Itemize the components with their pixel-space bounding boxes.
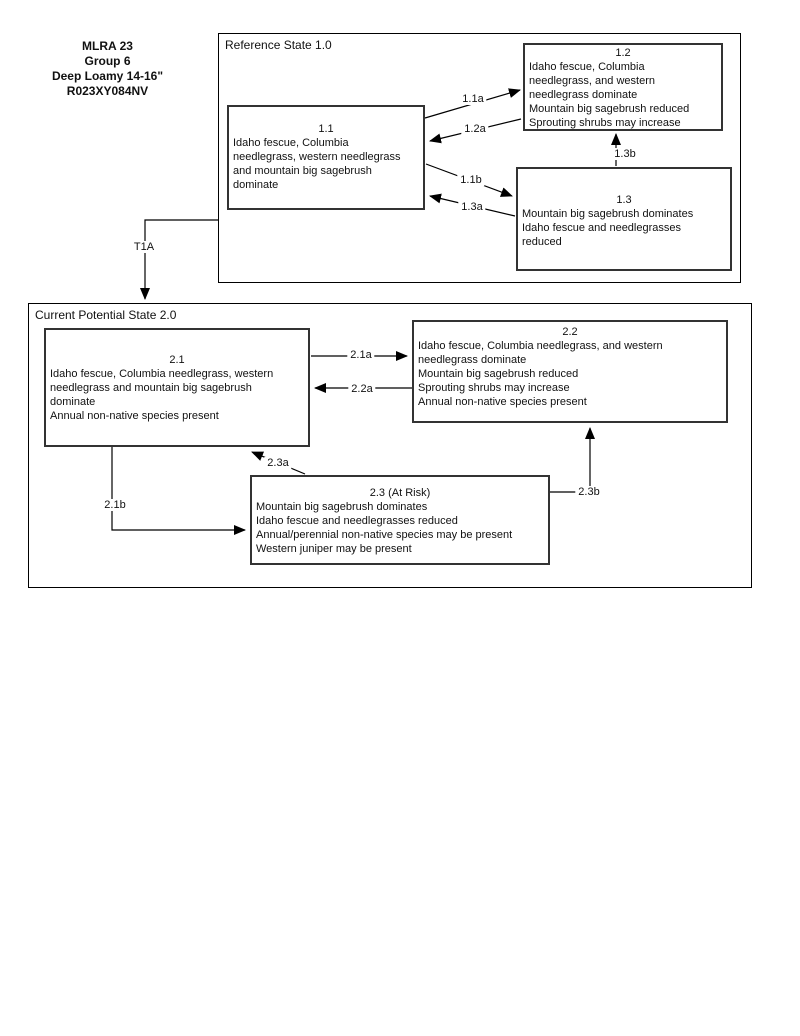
community-text-line: Annual non-native species present (50, 410, 219, 422)
community-text-line: needlegrass, western needlegrass (233, 151, 401, 163)
community-text-line: Idaho fescue, Columbia (529, 61, 645, 73)
community-text-line: dominate (233, 179, 279, 191)
pathway-label-2-3a: 2.3a (264, 457, 291, 469)
transition-label-t1a: T1A (131, 241, 157, 253)
community-text-line: Idaho fescue, Columbia (233, 137, 349, 149)
header-line-group: Group 6 (84, 54, 131, 68)
state-label-current-potential: Current Potential State 2.0 (35, 308, 177, 322)
community-box-2-3 (250, 475, 550, 565)
community-text-line: Idaho fescue and needlegrasses (522, 222, 682, 234)
pathway-label-2-3b: 2.3b (575, 486, 602, 498)
community-text-line: reduced (522, 236, 562, 248)
header-line-site: Deep Loamy 14-16" (51, 69, 164, 83)
community-text-line: Mountain big sagebrush reduced (418, 368, 579, 380)
transition-arrow-t1a (145, 220, 218, 299)
community-text-line: needlegrass dominate (529, 89, 638, 101)
pathway-label-1-3a: 1.3a (458, 201, 485, 213)
community-text-line: Idaho fescue, Columbia needlegrass, western (50, 368, 274, 380)
community-text-line: Mountain big sagebrush dominates (522, 208, 694, 220)
pathway-label-1-3b: 1.3b (611, 148, 638, 160)
community-title-1-3: 1.3 (616, 194, 632, 206)
header-line-id: R023XY084NV (66, 84, 149, 98)
community-text-line: Idaho fescue, Columbia needlegrass, and western (418, 340, 663, 352)
community-title-2-3: 2.3 (At Risk) (369, 487, 431, 499)
community-text-line: needlegrass, and western (529, 75, 655, 87)
community-text-line: Sprouting shrubs may increase (418, 382, 570, 394)
community-box-1-3 (516, 167, 732, 271)
pathway-label-1-1a: 1.1a (459, 93, 486, 105)
community-text-line: Sprouting shrubs may increase (529, 117, 681, 129)
pathway-label-1-1b: 1.1b (457, 174, 484, 186)
site-header (20, 39, 195, 99)
pathway-label-2-2a: 2.2a (348, 383, 375, 395)
community-box-1-2 (523, 43, 723, 131)
community-title-2-1: 2.1 (169, 354, 185, 366)
community-text-line: needlegrass and mountain big sagebrush (50, 382, 252, 394)
community-text-line: Annual non-native species present (418, 396, 587, 408)
community-text-line: needlegrass dominate (418, 354, 527, 366)
community-title-2-2: 2.2 (562, 326, 578, 338)
community-text-line: Idaho fescue and needlegrasses reduced (256, 515, 458, 527)
community-box-1-1 (227, 105, 425, 210)
community-box-2-2 (412, 320, 728, 423)
community-text-line: Western juniper may be present (256, 543, 412, 555)
community-title-1-2: 1.2 (615, 47, 631, 59)
community-text-line: and mountain big sagebrush (233, 165, 372, 177)
community-text-line: Mountain big sagebrush reduced (529, 103, 690, 115)
pathway-label-2-1b: 2.1b (101, 499, 128, 511)
community-text-line: dominate (50, 396, 96, 408)
pathway-label-1-2a: 1.2a (461, 123, 488, 135)
community-title-1-1: 1.1 (318, 123, 334, 135)
community-text-line: Annual/perennial non-native species may be present (256, 529, 513, 541)
header-line-mlra: MLRA 23 (82, 39, 133, 53)
community-text-line: Mountain big sagebrush dominates (256, 501, 428, 513)
state-label-reference: Reference State 1.0 (225, 38, 332, 52)
community-box-2-1 (44, 328, 310, 447)
pathway-label-2-1a: 2.1a (347, 349, 374, 361)
